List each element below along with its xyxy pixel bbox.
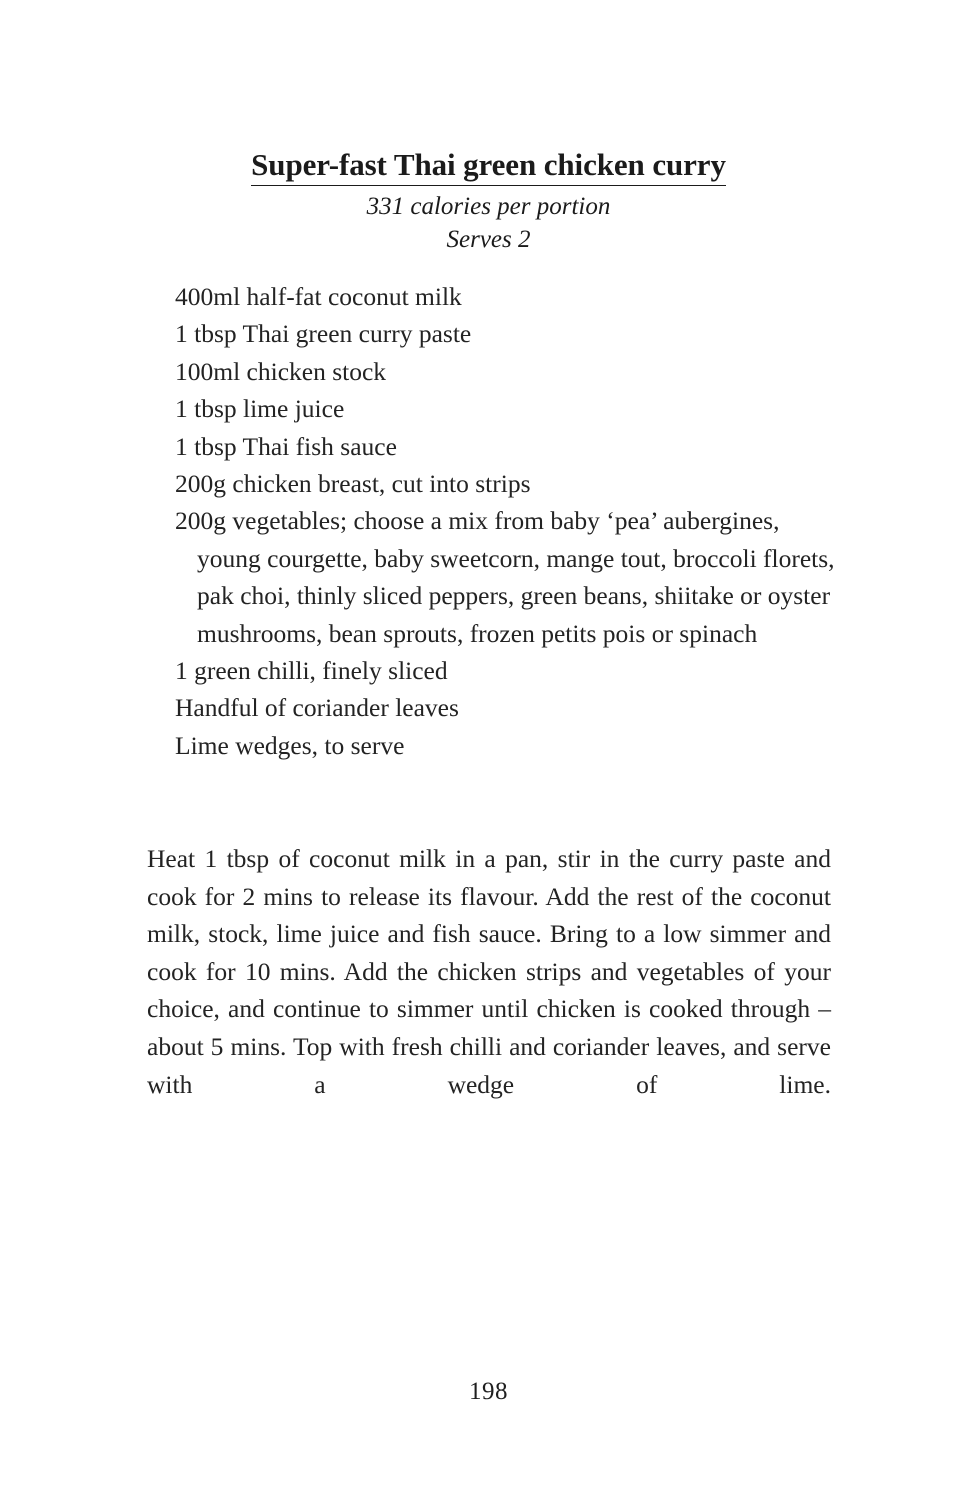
ingredient-item: Lime wedges, to serve — [175, 730, 405, 760]
calories-line: 331 calories per portion — [366, 193, 611, 220]
ingredient-item: 1 tbsp Thai green curry paste — [175, 319, 472, 349]
ingredient-item: 100ml chicken stock — [175, 356, 387, 386]
ingredient-item: Handful of coriander leaves — [175, 693, 459, 723]
method-paragraph: Heat 1 tbsp of coconut milk in a pan, stir in the curry paste and cook for 2 mins to release its flavour. Add the rest of the coconut milk, stock, lime juice and fish sauce. Bring to a low simmer and cook for 10 mins. Add the chicken strips and vegetables of your choice, and continue to simmer until chicken is cooked through – about 5 mins. Top with fresh chilli and coriander leaves, and serve with a wedge of lime. — [147, 844, 831, 1099]
ingredient-item: 1 tbsp lime juice — [175, 394, 345, 424]
ingredient-item: 200g vegetables; choose a mix from baby ‘pea’ aubergines, young courgette, baby sweetcorn, mange tout, broccoli florets, pak choi, thinly sliced peppers, green beans, shiitake or oyster mushrooms, bean sprouts, frozen petits pois or spinach — [175, 506, 835, 648]
ingredients-list — [175, 278, 840, 764]
ingredient-item: 400ml half-fat coconut milk — [175, 282, 462, 311]
subtitle-block — [0, 190, 977, 256]
page-title: Super-fast Thai green chicken curry — [251, 147, 726, 187]
page-number: 198 — [469, 1378, 508, 1405]
ingredient-item: 200g chicken breast, cut into strips — [175, 469, 531, 499]
ingredient-item: 1 tbsp Thai fish sauce — [175, 431, 397, 461]
serves-line: Serves 2 — [446, 226, 531, 253]
ingredient-item: 1 green chilli, finely sliced — [175, 656, 448, 686]
